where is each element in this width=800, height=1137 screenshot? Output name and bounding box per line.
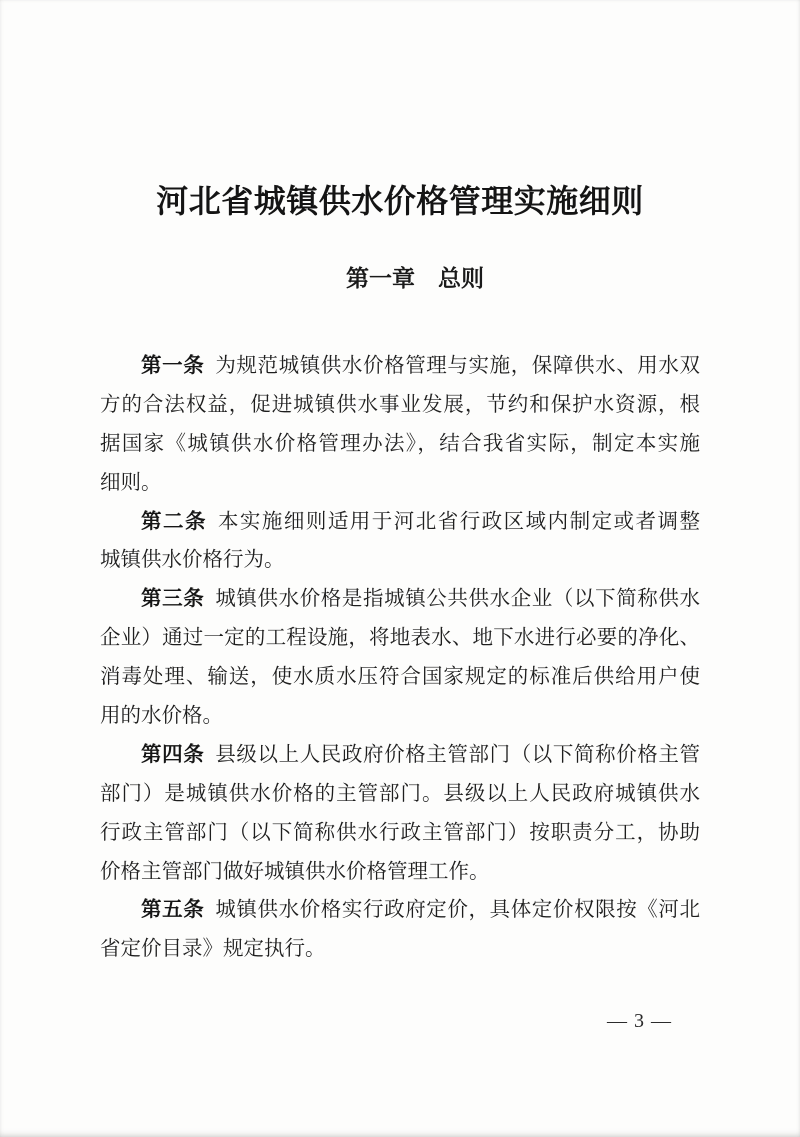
text-line	[100, 503, 700, 542]
article-1	[100, 347, 700, 503]
text-line	[100, 736, 700, 775]
article-5-line-1: 城镇供水价格实行政府定价，具体定价权限按《河北	[215, 899, 700, 922]
article-5-number: 第五条	[141, 898, 205, 922]
article-2-line-1: 本实施细则适用于河北省行政区域内制定或者调整	[217, 510, 700, 533]
article-3-line-2: 企业）通过一定的工程设施，将地表水、地下水进行必要的净化、	[100, 627, 700, 650]
article-4	[100, 736, 700, 892]
article-4-line-1: 县级以上人民政府价格主管部门（以下简称价格主管	[215, 743, 700, 766]
article-5	[100, 891, 700, 969]
article-2-line-2: 城镇供水价格行为。	[100, 549, 285, 572]
page-number: — 3 —	[607, 1010, 672, 1032]
article-4-line-3: 行政主管部门（以下简称供水行政主管部门）按职责分工，协助	[100, 821, 700, 844]
article-4-number: 第四条	[141, 742, 205, 766]
article-3-line-1: 城镇供水价格是指城镇公共供水企业（以下简称供水	[215, 588, 700, 611]
article-3	[100, 580, 700, 736]
article-5-line-2: 省定价目录》规定执行。	[100, 938, 326, 961]
document-body	[100, 347, 700, 969]
article-4-line-2: 部门）是城镇供水价格的主管部门。县级以上人民政府城镇供水	[100, 782, 700, 805]
article-1-line-4: 细则。	[100, 471, 162, 494]
text-line	[100, 891, 700, 930]
article-2	[100, 503, 700, 581]
article-3-number: 第三条	[141, 587, 205, 611]
article-2-number: 第二条	[141, 509, 207, 533]
article-1-number: 第一条	[141, 354, 205, 377]
article-3-line-4: 用的水价格。	[100, 705, 223, 728]
text-line	[100, 347, 700, 386]
article-3-line-3: 消毒处理、输送，使水质水压符合国家规定的标准后供给用户使	[100, 666, 700, 689]
chapter-heading: 第一章 总则	[346, 265, 484, 291]
text-line	[100, 580, 700, 619]
document-title: 河北省城镇供水价格管理实施细则	[156, 183, 644, 219]
article-1-line-1: 为规范城镇供水价格管理与实施，保障供水、用水双	[215, 355, 700, 377]
article-1-line-3: 据国家《城镇供水价格管理办法》，结合我省实际，制定本实施	[100, 432, 700, 455]
article-4-line-4: 价格主管部门做好城镇供水价格管理工作。	[100, 860, 490, 883]
article-1-line-2: 方的合法权益，促进城镇供水事业发展，节约和保护水资源，根	[100, 393, 700, 416]
